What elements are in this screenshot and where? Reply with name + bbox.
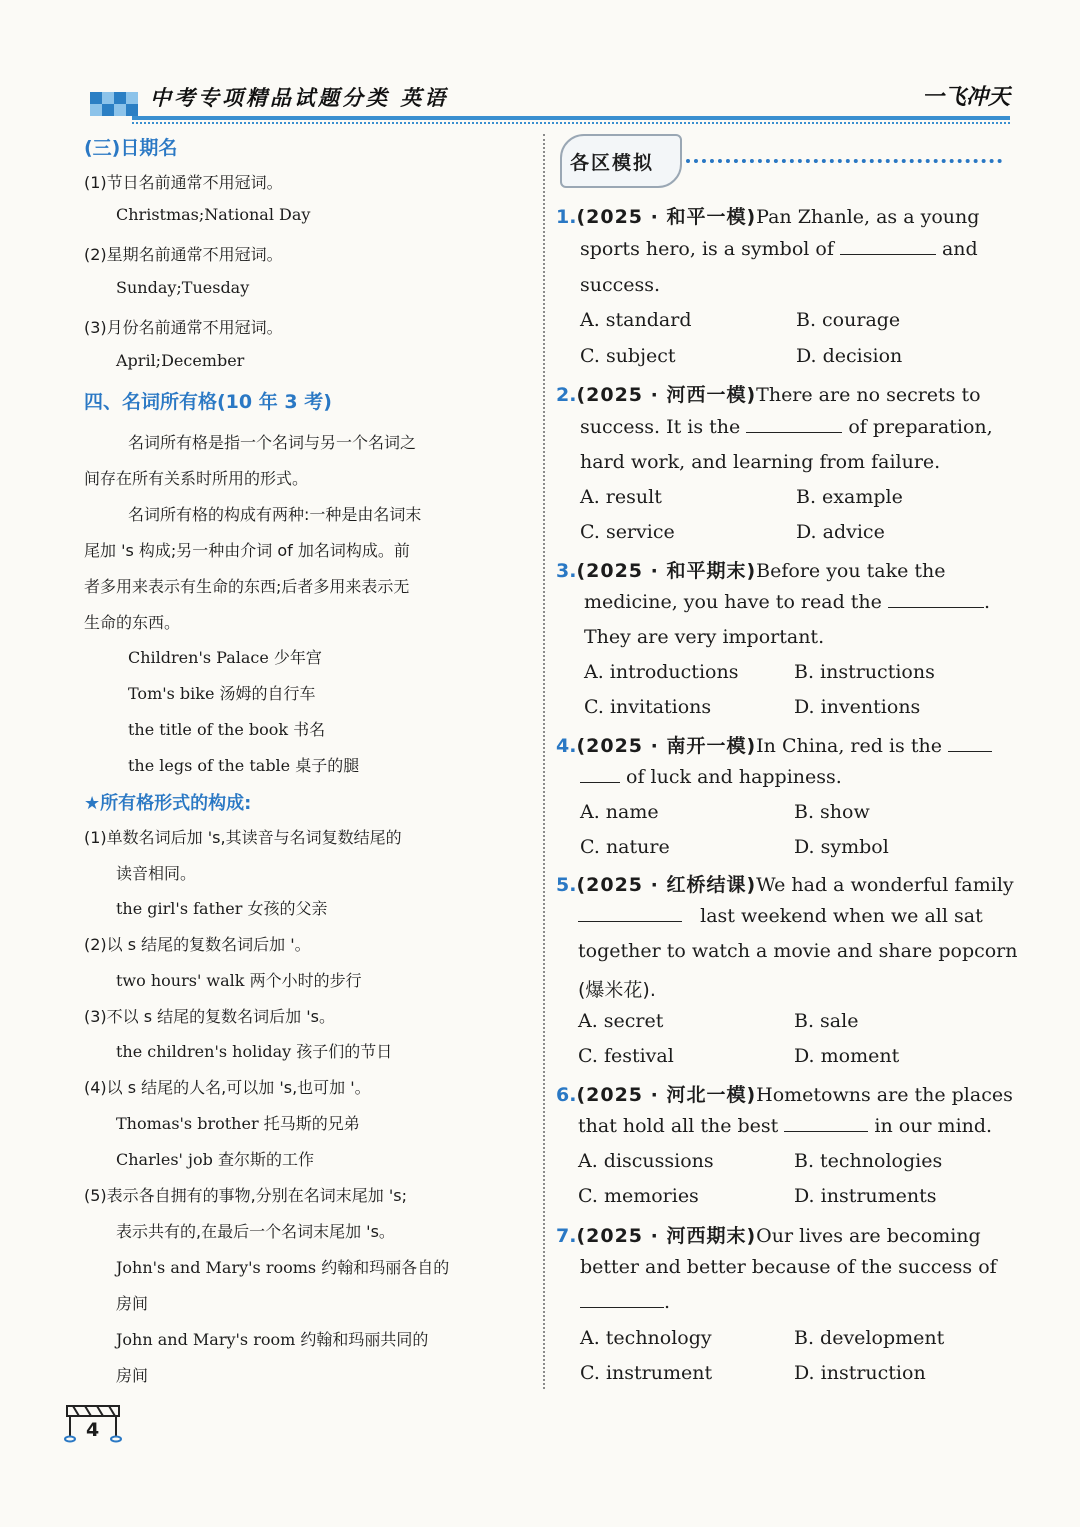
question-text: sports hero, is a symbol of xyxy=(580,238,834,260)
question-text: of preparation, xyxy=(848,416,993,438)
example-text: the title of the book 书名 xyxy=(128,720,326,739)
question-text: Hometowns are the places xyxy=(756,1084,1013,1106)
paragraph-line: 间存在所有关系时所用的形式。 xyxy=(84,469,309,488)
option-d[interactable]: D. inventions xyxy=(794,696,921,718)
rule-text: 读音相同。 xyxy=(116,864,197,883)
option-d[interactable]: D. instruction xyxy=(794,1362,926,1384)
option-c[interactable]: C. festival xyxy=(578,1045,674,1067)
answer-blank[interactable] xyxy=(580,1291,664,1308)
question-number: 2. xyxy=(556,384,577,406)
example-text: John's and Mary's rooms 约翰和玛丽各自的 xyxy=(116,1258,450,1277)
option-d[interactable]: D. instruments xyxy=(794,1185,937,1207)
question-text: in our mind. xyxy=(874,1115,993,1137)
question-text: . xyxy=(664,1291,671,1313)
question-source: (2025 · 和平一模) xyxy=(576,206,757,228)
answer-blank-continued[interactable] xyxy=(580,766,620,783)
option-c[interactable]: C. service xyxy=(580,521,675,543)
example-text: the children's holiday 孩子们的节日 xyxy=(116,1042,393,1061)
question-number: 6. xyxy=(556,1084,577,1106)
option-c[interactable]: C. memories xyxy=(578,1185,699,1207)
page-number: 4 xyxy=(86,1419,100,1441)
option-a[interactable]: A. result xyxy=(580,486,662,508)
question-text: of luck and happiness. xyxy=(626,766,842,788)
question-text: success. It is the xyxy=(580,416,741,438)
rule-text: (1)单数名词后加 's,其读音与名词复数结尾的 xyxy=(84,828,402,847)
example-text: Sunday;Tuesday xyxy=(116,278,250,297)
subsection-heading: (三)日期名 xyxy=(84,137,178,159)
option-c[interactable]: C. invitations xyxy=(584,696,712,718)
question-4 xyxy=(556,731,1008,871)
option-a[interactable]: A. standard xyxy=(580,309,692,331)
option-b[interactable]: B. courage xyxy=(796,309,901,331)
header-dotted-rule xyxy=(132,122,1010,124)
paragraph-line: 名词所有格是指一个名词与另一个名词之 xyxy=(128,433,417,452)
rule-text: (1)节日名前通常不用冠词。 xyxy=(84,173,283,192)
question-1 xyxy=(556,202,1008,378)
question-6 xyxy=(556,1080,1013,1220)
question-text: Pan Zhanle, as a young xyxy=(756,206,980,228)
option-b[interactable]: B. show xyxy=(794,801,870,823)
option-b[interactable]: B. sale xyxy=(794,1010,859,1032)
example-text: two hours' walk 两个小时的步行 xyxy=(116,971,362,990)
book-title: 中考专项精品试题分类 英语 xyxy=(150,85,449,110)
section-tag xyxy=(560,134,682,188)
option-a[interactable]: A. name xyxy=(580,801,659,823)
answer-blank[interactable] xyxy=(888,591,984,608)
example-text: Children's Palace 少年宫 xyxy=(128,648,322,667)
section-heading: 四、名词所有格(10 年 3 考) xyxy=(84,391,332,413)
paragraph-line: 名词所有格的构成有两种:一种是由名词末 xyxy=(128,505,422,524)
question-source: (2025 · 和平期末) xyxy=(576,560,757,582)
rule-text: (5)表示各自拥有的事物,分别在名词末尾加 's; xyxy=(84,1186,407,1205)
answer-blank[interactable] xyxy=(578,905,682,922)
question-source: (2025 · 红桥结课) xyxy=(576,874,757,896)
option-c[interactable]: C. subject xyxy=(580,345,676,367)
rule-text: (4)以 s 结尾的人名,可以加 's,也可加 '。 xyxy=(84,1078,371,1097)
question-text: They are very important. xyxy=(584,626,825,648)
answer-blank[interactable] xyxy=(840,238,936,255)
paragraph-line: 生命的东西。 xyxy=(84,613,181,632)
example-text: John and Mary's room 约翰和玛丽共同的 xyxy=(116,1330,429,1349)
checker-logo-icon xyxy=(84,78,146,120)
rule-text: (3)不以 s 结尾的复数名词后加 's。 xyxy=(84,1007,335,1026)
example-text: the girl's father 女孩的父亲 xyxy=(116,899,328,918)
example-text: Charles' job 查尔斯的工作 xyxy=(116,1150,314,1169)
answer-blank[interactable] xyxy=(784,1115,868,1132)
example-text: the legs of the table 桌子的腿 xyxy=(128,756,360,775)
question-text: medicine, you have to read the xyxy=(584,591,882,613)
option-b[interactable]: B. development xyxy=(794,1327,945,1349)
question-text: together to watch a movie and share popcorn xyxy=(578,940,1018,962)
question-source: (2025 · 河西一模) xyxy=(576,384,757,406)
section-title: 各区模拟 xyxy=(570,152,655,174)
option-a[interactable]: A. introductions xyxy=(584,661,739,683)
option-b[interactable]: B. instructions xyxy=(794,661,935,683)
question-2 xyxy=(556,380,1008,556)
column-divider xyxy=(543,134,545,1389)
question-text: Our lives are becoming xyxy=(756,1225,981,1247)
example-text: 房间 xyxy=(116,1366,149,1385)
question-text: hard work, and learning from failure. xyxy=(580,451,941,473)
question-text: (爆米花). xyxy=(578,979,656,1001)
question-text: success. xyxy=(580,274,661,296)
question-source: (2025 · 南开一模) xyxy=(576,735,757,757)
question-number: 7. xyxy=(556,1225,577,1247)
option-c[interactable]: C. nature xyxy=(580,836,670,858)
option-b[interactable]: B. example xyxy=(796,486,903,508)
option-d[interactable]: D. advice xyxy=(796,521,885,543)
answer-blank[interactable] xyxy=(948,735,992,752)
page-number-badge xyxy=(64,1403,122,1443)
answer-blank[interactable] xyxy=(746,416,842,433)
option-d[interactable]: D. decision xyxy=(796,345,903,367)
question-text: that hold all the best xyxy=(578,1115,779,1137)
question-source: (2025 · 河北一模) xyxy=(576,1084,757,1106)
question-7 xyxy=(556,1221,1008,1397)
question-3 xyxy=(556,556,1008,732)
option-a[interactable]: A. discussions xyxy=(578,1150,714,1172)
question-text: There are no secrets to xyxy=(756,384,981,406)
option-d[interactable]: D. moment xyxy=(794,1045,900,1067)
example-text: 房间 xyxy=(116,1294,149,1313)
question-number: 3. xyxy=(556,560,577,582)
question-text: last weekend when we all sat xyxy=(700,905,983,927)
rule-text: (3)月份名前通常不用冠词。 xyxy=(84,318,283,337)
example-text: April;December xyxy=(116,351,245,370)
example-text: Thomas's brother 托马斯的兄弟 xyxy=(116,1114,360,1133)
star-heading: ★所有格形式的构成: xyxy=(84,793,252,814)
question-text: We had a wonderful family xyxy=(756,874,1014,896)
question-number: 4. xyxy=(556,735,577,757)
rule-text: (2)以 s 结尾的复数名词后加 '。 xyxy=(84,935,311,954)
example-text: Tom's bike 汤姆的自行车 xyxy=(128,684,316,703)
option-b[interactable]: B. technologies xyxy=(794,1150,943,1172)
page-header xyxy=(84,78,1010,126)
option-c[interactable]: C. instrument xyxy=(580,1362,713,1384)
option-a[interactable]: A. technology xyxy=(580,1327,712,1349)
question-text: Before you take the xyxy=(756,560,946,582)
example-text: Christmas;National Day xyxy=(116,205,311,224)
rule-text: (2)星期名前通常不用冠词。 xyxy=(84,245,283,264)
option-d[interactable]: D. symbol xyxy=(794,836,889,858)
question-text: and xyxy=(941,238,978,260)
question-text: In China, red is the xyxy=(756,735,942,757)
paragraph-line: 尾加 's 构成;另一种由介词 of 加名词构成。前 xyxy=(84,541,410,560)
paragraph-line: 者多用来表示有生命的东西;后者多用来表示无 xyxy=(84,577,410,596)
option-a[interactable]: A. secret xyxy=(578,1010,664,1032)
question-5 xyxy=(556,870,1018,1080)
question-number: 1. xyxy=(556,206,577,228)
question-number: 5. xyxy=(556,874,577,896)
header-rule xyxy=(132,116,1010,120)
question-text: better and better because of the success of xyxy=(580,1256,997,1278)
rule-text: 表示共有的,在最后一个名词末尾加 's。 xyxy=(116,1222,395,1241)
question-source: (2025 · 河西期末) xyxy=(576,1225,757,1247)
brand-logo: 一飞冲天 xyxy=(921,85,1010,110)
question-text: . xyxy=(983,591,990,613)
section-dotted-rule xyxy=(686,159,1002,163)
